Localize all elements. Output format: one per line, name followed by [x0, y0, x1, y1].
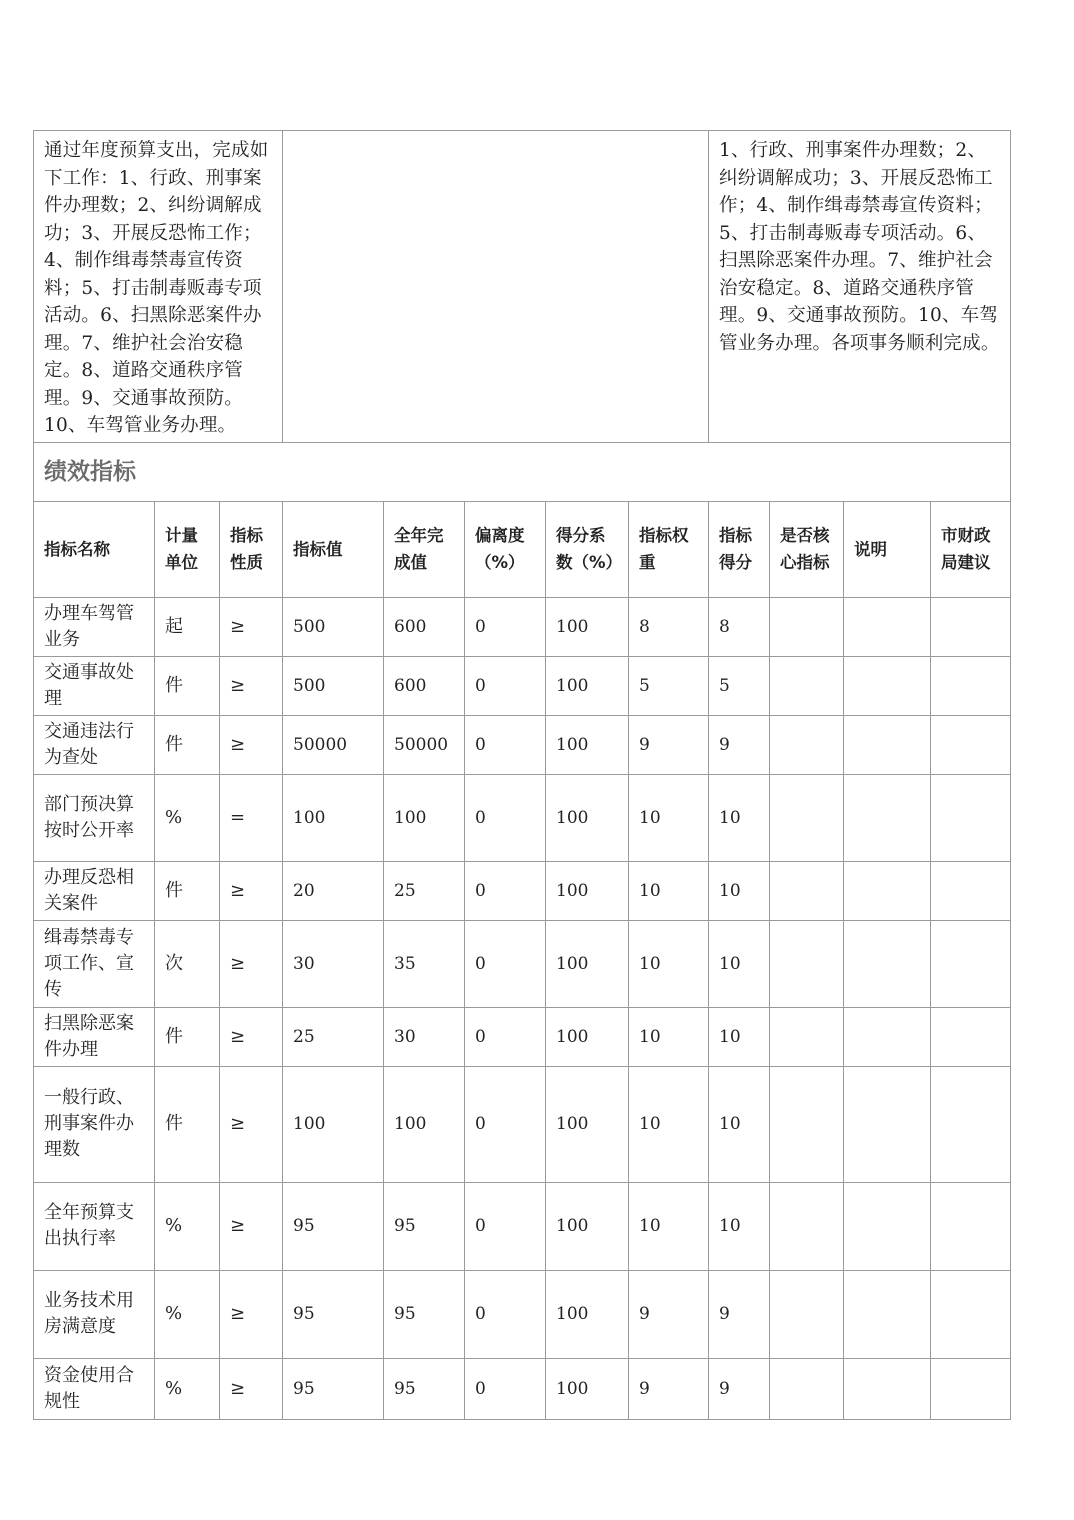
cell-core [770, 656, 844, 715]
cell-unit: 件 [155, 656, 220, 715]
cell-weight: 10 [629, 1066, 709, 1182]
cell-core [770, 597, 844, 656]
cell-actual: 30 [384, 1007, 465, 1066]
cell-target: 25 [283, 1007, 384, 1066]
cell-advice [931, 774, 1011, 861]
cell-target: 95 [283, 1182, 384, 1270]
cell-deviation: 0 [465, 1270, 546, 1358]
cell-unit: % [155, 1358, 220, 1419]
cell-name: 缉毒禁毒专项工作、宣传 [34, 920, 155, 1007]
cell-name: 一般行政、刑事案件办理数 [34, 1066, 155, 1182]
cell-advice [931, 656, 1011, 715]
cell-target: 500 [283, 597, 384, 656]
cell-nature: ≥ [220, 1358, 283, 1419]
cell-advice [931, 1182, 1011, 1270]
cell-coef: 100 [546, 656, 629, 715]
table-row [34, 1270, 1011, 1358]
cell-deviation: 0 [465, 920, 546, 1007]
cell-actual: 600 [384, 656, 465, 715]
cell-score: 5 [709, 656, 770, 715]
cell-nature: ≥ [220, 1182, 283, 1270]
cell-name: 业务技术用房满意度 [34, 1270, 155, 1358]
cell-actual: 95 [384, 1358, 465, 1419]
table-row [34, 774, 1011, 861]
cell-name: 交通违法行为查处 [34, 715, 155, 774]
cell-core [770, 1066, 844, 1182]
cell-score: 8 [709, 597, 770, 656]
cell-weight: 5 [629, 656, 709, 715]
cell-note [844, 1182, 931, 1270]
cell-weight: 10 [629, 774, 709, 861]
table-row [34, 920, 1011, 1007]
cell-note [844, 861, 931, 920]
goal-planned-text: 通过年度预算支出，完成如下工作：1、行政、刑事案件办理数；2、纠纷调解成功；3、开展反恐怖工作；4、制作缉毒禁毒宣传资料；5、打击制毒贩毒专项活动。6、扫黑除恶案件办理。7、维护社会治安稳定。8、道路交通秩序管理。9、交通事故预防。10、车驾管业务办理。 [34, 131, 283, 443]
cell-nature: ≥ [220, 1066, 283, 1182]
cell-core [770, 715, 844, 774]
cell-nature: ≥ [220, 1007, 283, 1066]
cell-deviation: 0 [465, 1358, 546, 1419]
cell-actual: 35 [384, 920, 465, 1007]
cell-target: 95 [283, 1270, 384, 1358]
table-row [34, 715, 1011, 774]
cell-unit: 件 [155, 1066, 220, 1182]
cell-nature: ≥ [220, 656, 283, 715]
cell-score: 10 [709, 1066, 770, 1182]
cell-coef: 100 [546, 1270, 629, 1358]
header-note: 说明 [844, 501, 931, 597]
cell-nature: ≥ [220, 715, 283, 774]
cell-coef: 100 [546, 861, 629, 920]
cell-unit: % [155, 1270, 220, 1358]
cell-core [770, 1358, 844, 1419]
cell-unit: 次 [155, 920, 220, 1007]
cell-name: 全年预算支出执行率 [34, 1182, 155, 1270]
cell-core [770, 774, 844, 861]
cell-target: 100 [283, 1066, 384, 1182]
cell-advice [931, 715, 1011, 774]
cell-advice [931, 597, 1011, 656]
cell-nature: ≥ [220, 861, 283, 920]
cell-core [770, 1007, 844, 1066]
cell-coef: 100 [546, 715, 629, 774]
header-actual: 全年完成值 [384, 501, 465, 597]
cell-weight: 8 [629, 597, 709, 656]
cell-unit: 起 [155, 597, 220, 656]
cell-note [844, 656, 931, 715]
table-row [34, 1182, 1011, 1270]
cell-coef: 100 [546, 774, 629, 861]
table-row [34, 597, 1011, 656]
cell-actual: 25 [384, 861, 465, 920]
header-deviation: 偏离度（%） [465, 501, 546, 597]
cell-actual: 600 [384, 597, 465, 656]
cell-name: 扫黑除恶案件办理 [34, 1007, 155, 1066]
cell-unit: % [155, 774, 220, 861]
cell-name: 办理反恐相关案件 [34, 861, 155, 920]
cell-actual: 100 [384, 1066, 465, 1182]
cell-weight: 10 [629, 861, 709, 920]
cell-target: 95 [283, 1358, 384, 1419]
cell-unit: % [155, 1182, 220, 1270]
cell-score: 10 [709, 774, 770, 861]
header-advice: 市财政局建议 [931, 501, 1011, 597]
performance-table [33, 130, 1011, 1420]
cell-target: 20 [283, 861, 384, 920]
cell-note [844, 774, 931, 861]
cell-deviation: 0 [465, 656, 546, 715]
table-header-row [34, 501, 1011, 597]
cell-score: 9 [709, 1270, 770, 1358]
cell-note [844, 1358, 931, 1419]
cell-target: 100 [283, 774, 384, 861]
cell-deviation: 0 [465, 1007, 546, 1066]
cell-deviation: 0 [465, 597, 546, 656]
cell-nature: = [220, 774, 283, 861]
cell-coef: 100 [546, 1182, 629, 1270]
cell-coef: 100 [546, 920, 629, 1007]
cell-deviation: 0 [465, 861, 546, 920]
section-title-row [34, 442, 1011, 501]
header-core: 是否核心指标 [770, 501, 844, 597]
cell-note [844, 920, 931, 1007]
cell-weight: 9 [629, 715, 709, 774]
cell-score: 9 [709, 715, 770, 774]
cell-name: 办理车驾管业务 [34, 597, 155, 656]
cell-name: 部门预决算按时公开率 [34, 774, 155, 861]
cell-weight: 9 [629, 1358, 709, 1419]
cell-target: 30 [283, 920, 384, 1007]
header-unit: 计量单位 [155, 501, 220, 597]
cell-actual: 95 [384, 1270, 465, 1358]
cell-note [844, 1007, 931, 1066]
cell-coef: 100 [546, 1007, 629, 1066]
cell-target: 50000 [283, 715, 384, 774]
cell-coef: 100 [546, 597, 629, 656]
cell-advice [931, 1066, 1011, 1182]
header-name: 指标名称 [34, 501, 155, 597]
cell-advice [931, 1270, 1011, 1358]
cell-score: 10 [709, 1182, 770, 1270]
header-target: 指标值 [283, 501, 384, 597]
cell-unit: 件 [155, 861, 220, 920]
cell-score: 9 [709, 1358, 770, 1419]
cell-actual: 100 [384, 774, 465, 861]
header-nature: 指标性质 [220, 501, 283, 597]
cell-core [770, 1182, 844, 1270]
cell-nature: ≥ [220, 1270, 283, 1358]
cell-unit: 件 [155, 715, 220, 774]
cell-coef: 100 [546, 1066, 629, 1182]
cell-note [844, 1270, 931, 1358]
cell-score: 10 [709, 1007, 770, 1066]
cell-note [844, 1066, 931, 1182]
goal-description-row [34, 131, 1011, 443]
section-title: 绩效指标 [34, 442, 1011, 501]
cell-nature: ≥ [220, 920, 283, 1007]
cell-advice [931, 861, 1011, 920]
cell-weight: 10 [629, 920, 709, 1007]
goal-middle-cell [283, 131, 709, 443]
header-weight: 指标权重 [629, 501, 709, 597]
cell-score: 10 [709, 920, 770, 1007]
cell-weight: 9 [629, 1270, 709, 1358]
cell-advice [931, 1358, 1011, 1419]
cell-score: 10 [709, 861, 770, 920]
cell-actual: 50000 [384, 715, 465, 774]
table-row [34, 1358, 1011, 1419]
cell-weight: 10 [629, 1182, 709, 1270]
cell-deviation: 0 [465, 774, 546, 861]
goal-actual-text: 1、行政、刑事案件办理数；2、纠纷调解成功；3、开展反恐怖工作；4、制作缉毒禁毒宣传资料；5、打击制毒贩毒专项活动。6、扫黑除恶案件办理。7、维护社会治安稳定。8、道路交通秩序管理。9、交通事故预防。10、车驾管业务办理。各项事务顺利完成。 [709, 131, 1011, 443]
header-coef: 得分系数（%） [546, 501, 629, 597]
cell-nature: ≥ [220, 597, 283, 656]
cell-deviation: 0 [465, 715, 546, 774]
cell-name: 交通事故处理 [34, 656, 155, 715]
cell-advice [931, 920, 1011, 1007]
cell-core [770, 920, 844, 1007]
cell-core [770, 1270, 844, 1358]
performance-table-sheet [33, 130, 1010, 1420]
cell-weight: 10 [629, 1007, 709, 1066]
cell-note [844, 597, 931, 656]
cell-unit: 件 [155, 1007, 220, 1066]
cell-note [844, 715, 931, 774]
table-row [34, 1007, 1011, 1066]
header-score: 指标得分 [709, 501, 770, 597]
cell-name: 资金使用合规性 [34, 1358, 155, 1419]
cell-coef: 100 [546, 1358, 629, 1419]
cell-deviation: 0 [465, 1066, 546, 1182]
cell-target: 500 [283, 656, 384, 715]
cell-core [770, 861, 844, 920]
cell-actual: 95 [384, 1182, 465, 1270]
table-row [34, 861, 1011, 920]
table-row [34, 656, 1011, 715]
cell-advice [931, 1007, 1011, 1066]
cell-deviation: 0 [465, 1182, 546, 1270]
table-row [34, 1066, 1011, 1182]
